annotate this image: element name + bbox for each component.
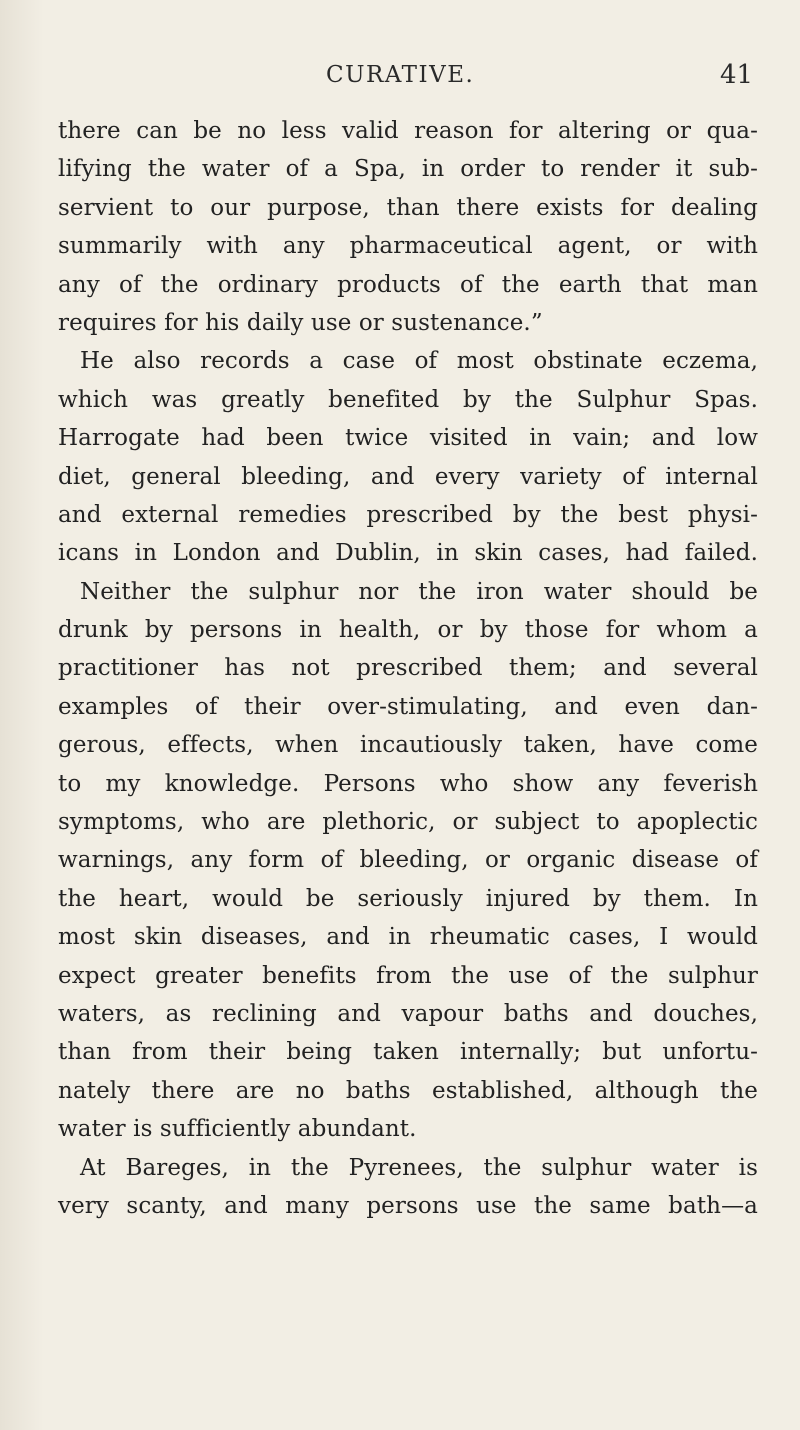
text-line: than from their being taken internally; but unfortu- (58, 1039, 758, 1066)
text-line: icans in London and Dublin, in skin cases, had failed. (58, 540, 758, 567)
text-line: symptoms, who are plethoric, or subject to apoplectic (58, 809, 758, 836)
text-line: Harrogate had been twice visited in vain; and low (58, 425, 758, 452)
paragraph-start-line: Neither the sulphur nor the iron water should be (80, 578, 758, 605)
text-line: expect greater benefits from the use of the sulphur (58, 962, 758, 989)
text-line: to my knowledge. Persons who show any feverish (58, 770, 758, 797)
text-line: very scanty, and many persons use the same bath—a (58, 1192, 758, 1219)
text-line: which was greatly benefited by the Sulphur Spas. (58, 386, 758, 413)
text-line: summarily with any pharmaceutical agent, or with (58, 233, 758, 260)
text-line: practitioner has not prescribed them; and several (58, 655, 758, 682)
text-line: drunk by persons in health, or by those for whom a (58, 617, 758, 644)
text-line: and external remedies prescribed by the best physi- (58, 501, 758, 528)
running-title: CURATIVE. (326, 62, 475, 88)
text-line: diet, general bleeding, and every variety of internal (58, 463, 758, 490)
paragraph-start-line: He also records a case of most obstinate eczema, (80, 348, 758, 375)
running-header (0, 62, 800, 102)
paragraph-start-line: At Bareges, in the Pyrenees, the sulphur water is (80, 1154, 758, 1181)
text-line: requires for his daily use or sustenance.” (58, 309, 543, 336)
text-line: nately there are no baths established, although the (58, 1077, 758, 1104)
binding-gutter (0, 0, 44, 1430)
text-line: most skin diseases, and in rheumatic cases, I would (58, 924, 758, 951)
page-number: 41 (720, 60, 754, 90)
text-line: examples of their over-stimulating, and even dan- (58, 693, 758, 720)
text-line: warnings, any form of bleeding, or organic disease of (58, 847, 758, 874)
text-line: servient to our purpose, than there exists for dealing (58, 194, 758, 221)
text-line: the heart, would be seriously injured by them. In (58, 885, 758, 912)
text-line: gerous, effects, when incautiously taken, have come (58, 732, 758, 759)
body-text (58, 112, 758, 1225)
text-line: there can be no less valid reason for altering or qua- (58, 118, 758, 144)
text-line: water is sufficiently abundant. (58, 1116, 417, 1143)
text-line: lifying the water of a Spa, in order to render it sub- (58, 156, 758, 183)
text-line: any of the ordinary products of the earth that man (58, 271, 758, 298)
text-line: waters, as reclining and vapour baths and douches, (58, 1000, 758, 1027)
